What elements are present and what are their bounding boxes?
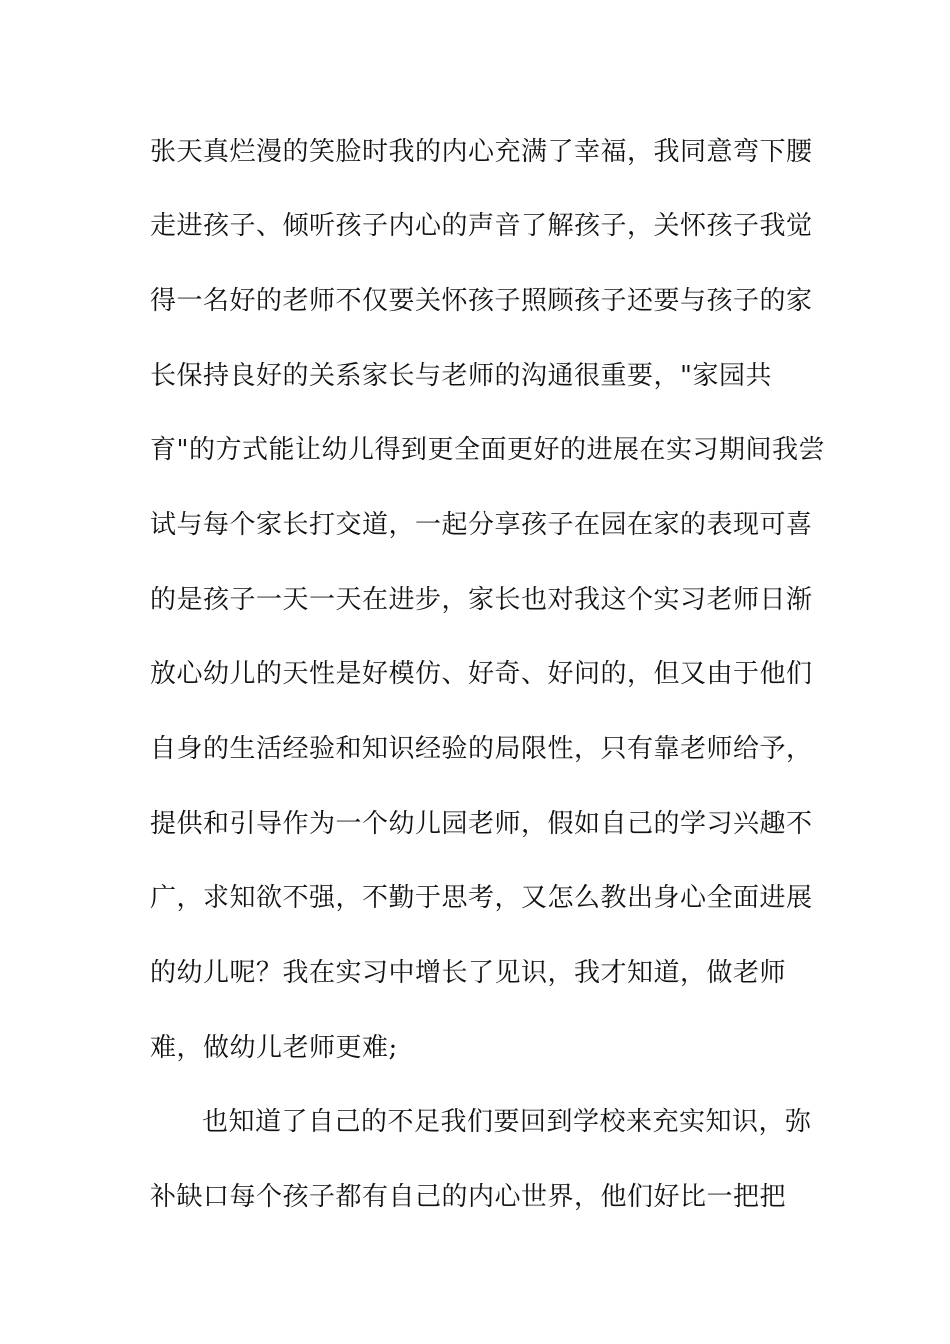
text-line: 提供和引导作为一个幼儿园老师，假如自己的学习兴趣不 (150, 809, 813, 839)
text-line: 放心幼儿的天性是好模仿、好奇、好问的，但又由于他们 (150, 659, 813, 689)
text-line: 自身的生活经验和知识经验的局限性，只有靠老师给予， (150, 734, 813, 764)
text-line: 得一名好的老师不仅要关怀孩子照顾孩子还要与孩子的家 (150, 286, 813, 316)
text-line: 长保持良好的关系家长与老师的沟通很重要，"家园共 (150, 361, 772, 391)
text-line: 广，求知欲不强，不勤于思考，又怎么教出身心全面进展 (150, 883, 813, 913)
text-line: 补缺口每个孩子都有自己的内心世界，他们好比一把把 (150, 1182, 787, 1212)
text-line: 的是孩子一天一天在进步，家长也对我这个实习老师日渐 (150, 585, 813, 615)
text-line: 张天真烂漫的笑脸时我的内心充满了幸福，我同意弯下腰 (150, 137, 813, 167)
text-line: 的幼儿呢？我在实习中增长了见识，我才知道，做老师 (150, 958, 787, 988)
paragraph-first-line: 也知道了自己的不足我们要回到学校来充实知识，弥 (202, 1107, 812, 1137)
text-line: 走进孩子、倾听孩子内心的声音了解孩子，关怀孩子我觉 (150, 211, 813, 241)
text-line: 难，做幼儿老师更难; (150, 1033, 398, 1063)
text-line: 育"的方式能让幼儿得到更全面更好的进展在实习期间我尝 (150, 435, 825, 465)
text-line: 试与每个家长打交道，一起分享孩子在园在家的表现可喜 (150, 510, 813, 540)
